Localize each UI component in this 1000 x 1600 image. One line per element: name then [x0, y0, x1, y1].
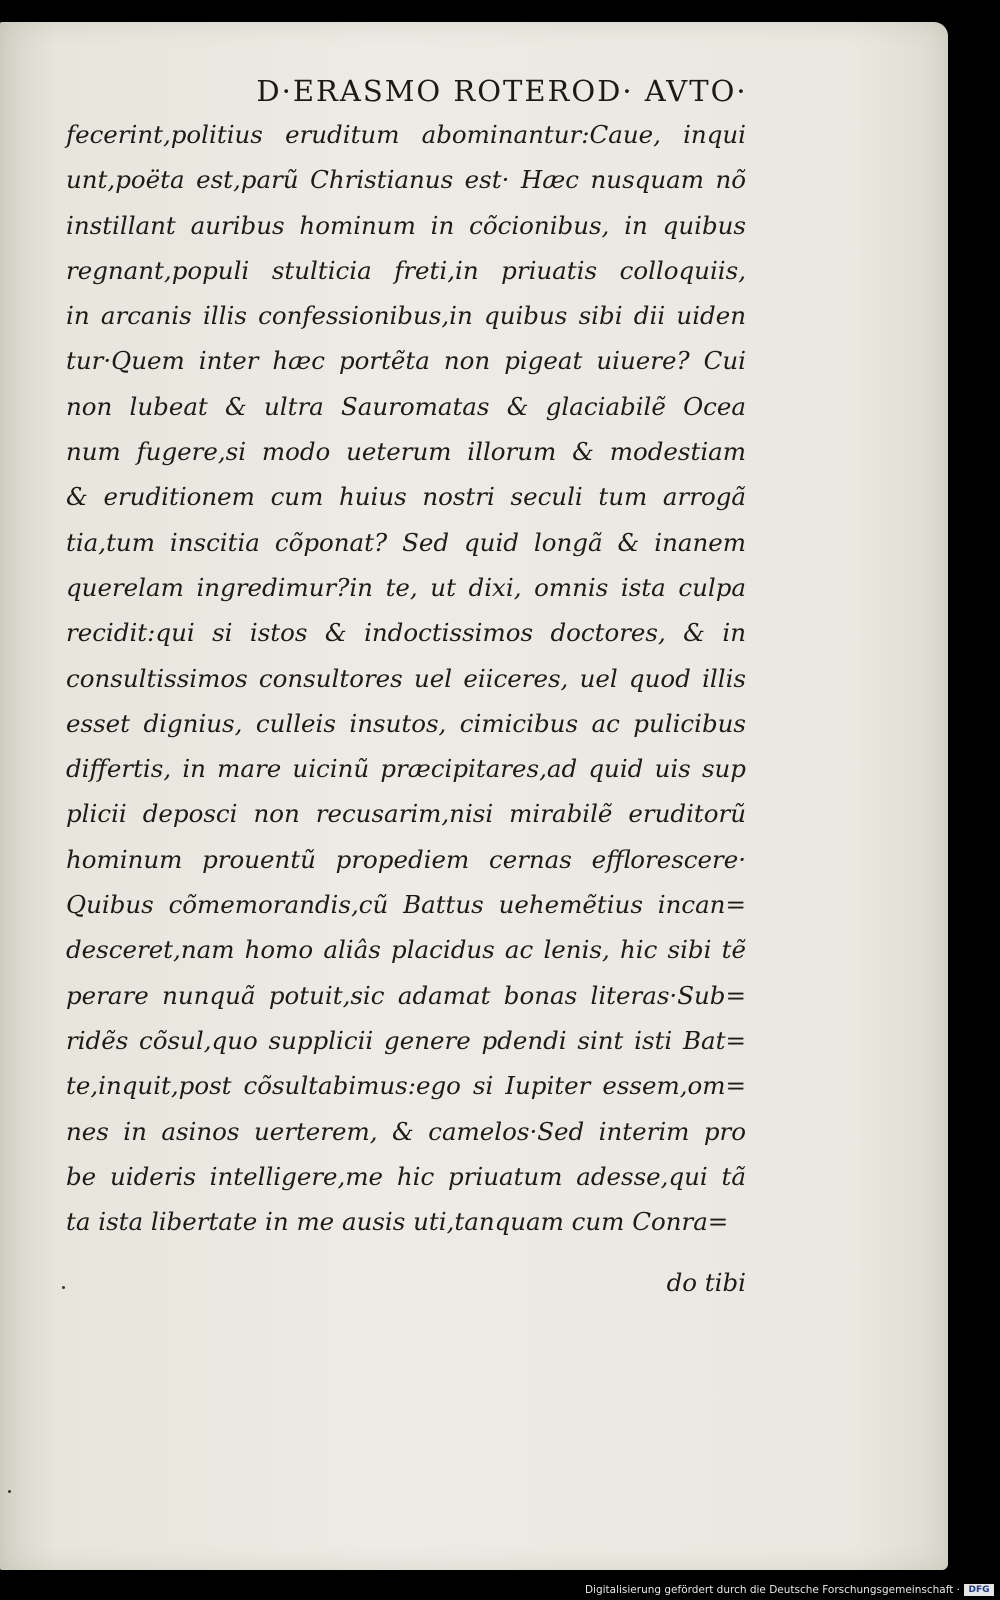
dfg-logo: DFG [964, 1584, 994, 1596]
text-line: consultissimos consultores uel eiiceres, uel quod illis [66, 663, 746, 693]
running-head: D·ERASMO ROTEROD· AVTO· [256, 74, 748, 108]
text-line: desceret,nam homo aliâs placidus ac lenis, hic sibi tẽ [66, 935, 746, 965]
footer-credit [585, 1584, 994, 1596]
text-line: tia,tum inscitia cõponat? Sed quid longã & inanem [66, 527, 746, 557]
text-line: hominum prouentũ propediem cernas efflorescere· [66, 844, 746, 874]
text-line: ridẽs cõsul,quo supplicii genere pdendi sint isti Bat= [66, 1025, 746, 1055]
text-line: be uideris intelligere,me hic priuatum adesse,qui tã [66, 1161, 746, 1191]
text-line: perare nunquã potuit,sic adamat bonas literas·Sub= [66, 980, 746, 1010]
text-line: plicii deposci non recusarim,nisi mirabilẽ eruditorũ [66, 799, 746, 829]
book-page [0, 22, 948, 1570]
text-line: nes in asinos uerterem, & camelos·Sed interim pro [66, 1116, 746, 1146]
text-line: regnant,populi stulticia freti,in priuatis colloquiis, [66, 255, 746, 285]
footer-credit-text: Digitalisierung gefördert durch die Deutsche Forschungsgemeinschaft · [584, 1584, 960, 1596]
text-line: recidit:qui si istos & indoctissimos doctores, & in [66, 618, 746, 648]
text-line: unt,poëta est,parũ Christianus est· Hæc nusquam nõ [66, 165, 746, 195]
text-line: tur·Quem inter hæc portẽta non pigeat uiuere? Cui [66, 346, 746, 376]
text-line: & eruditionem cum huius nostri seculi tum arrogã [66, 482, 746, 512]
text-line: differtis, in mare uicinũ præcipitares,ad quid uis sup [66, 754, 746, 784]
text-line: fecerint,politius eruditum abominantur:Caue, inqui [66, 120, 746, 149]
body-text [66, 112, 746, 1244]
text-line: in arcanis illis confessionibus,in quibus sibi dii uiden [66, 301, 746, 331]
text-line: non lubeat & ultra Sauromatas & glaciabilẽ Ocea [66, 391, 746, 421]
text-line: num fugere,si modo ueterum illorum & modestiam [66, 437, 746, 467]
text-line: instillant auribus hominum in cõcionibus, in quibus [66, 210, 746, 240]
text-line: ta ista libertate in me ausis uti,tanquam cum Conra= [66, 1207, 729, 1237]
text-line: esset dignius, culleis insutos, cimicibus ac pulicibus [66, 708, 746, 738]
text-line: querelam ingredimur?in te, ut dixi, omnis ista culpa [66, 572, 746, 602]
catchword: do tibi [666, 1268, 746, 1297]
ink-speck [8, 1490, 11, 1493]
text-line: Quibus cõmemorandis,cũ Battus uehemẽtius incan= [66, 890, 746, 920]
ink-speck [62, 1286, 65, 1289]
text-line: te,inquit,post cõsultabimus:ego si Iupiter essem,om= [66, 1071, 746, 1101]
